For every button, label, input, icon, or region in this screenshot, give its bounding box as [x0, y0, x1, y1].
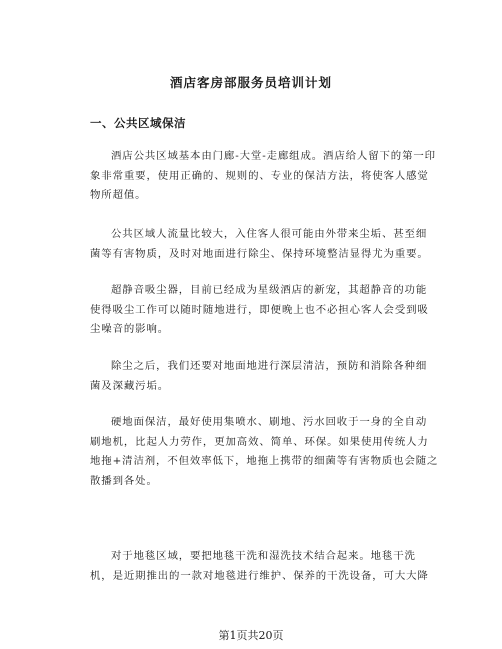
paragraph	[90, 547, 435, 586]
document-title: 酒店客房部服务员培训计划	[169, 75, 332, 90]
paragraph	[90, 147, 435, 206]
paragraph-line: 尘噪音的影响。	[90, 323, 170, 335]
paragraph-line: 酒店公共区域基本由门廊-大堂-走廊组成。酒店给人留下的第一印	[111, 150, 436, 162]
paragraph-line: 超静音吸尘器，目前已经成为星级酒店的新宠，其超静音的功能	[111, 284, 428, 296]
paragraph-line: 物所超值。	[90, 189, 147, 201]
paragraph-line: 刷地机，比起人力劳作，更加高效、简单、环保。如果使用传统人力	[90, 435, 429, 448]
paragraph-line: 公共区域人流量比较大，入住客人很可能由外带来尘垢、甚至细	[111, 228, 428, 240]
paragraph	[90, 225, 435, 264]
paragraph-line: 硬地面保洁，最好使用集喷水、刷地、污水回收于一身的全自动	[111, 416, 428, 428]
section-heading: 一、公共区域保洁	[90, 116, 186, 130]
paragraph-line: 除尘之后，我们还要对地面地进行深层清洁，预防和消除各种细	[111, 360, 428, 372]
paragraph-line: 机，是近期推出的一款对地毯进行维护、保养的干洗设备，可大大降	[90, 569, 429, 582]
page-number: 第1页共20页	[218, 629, 284, 642]
paragraph-line: 地拖+清洁剂，不但效率低下，地拖上携带的细菌等有害物质也会随之	[90, 455, 439, 467]
paragraph	[90, 413, 439, 491]
paragraph-line: 散播到各处。	[90, 474, 158, 487]
paragraph	[90, 281, 435, 340]
paragraph-line: 菌及深藏污垢。	[90, 379, 170, 392]
paragraph-line: 对于地毯区域，要把地毯干洗和湿洗技术结合起来。地毯干洗	[111, 550, 416, 562]
paragraph	[90, 357, 435, 396]
paragraph-line: 使得吸尘工作可以随时随地进行，即便晚上也不必担心客人会受到吸	[90, 303, 429, 316]
paragraph-line: 菌等有害物质，及时对地面进行除尘、保持环境整洁显得尤为重要。	[90, 247, 429, 260]
paragraph-line: 象非常重要，使用正确的、规则的、专业的保洁方法，将使客人感觉	[90, 169, 429, 182]
